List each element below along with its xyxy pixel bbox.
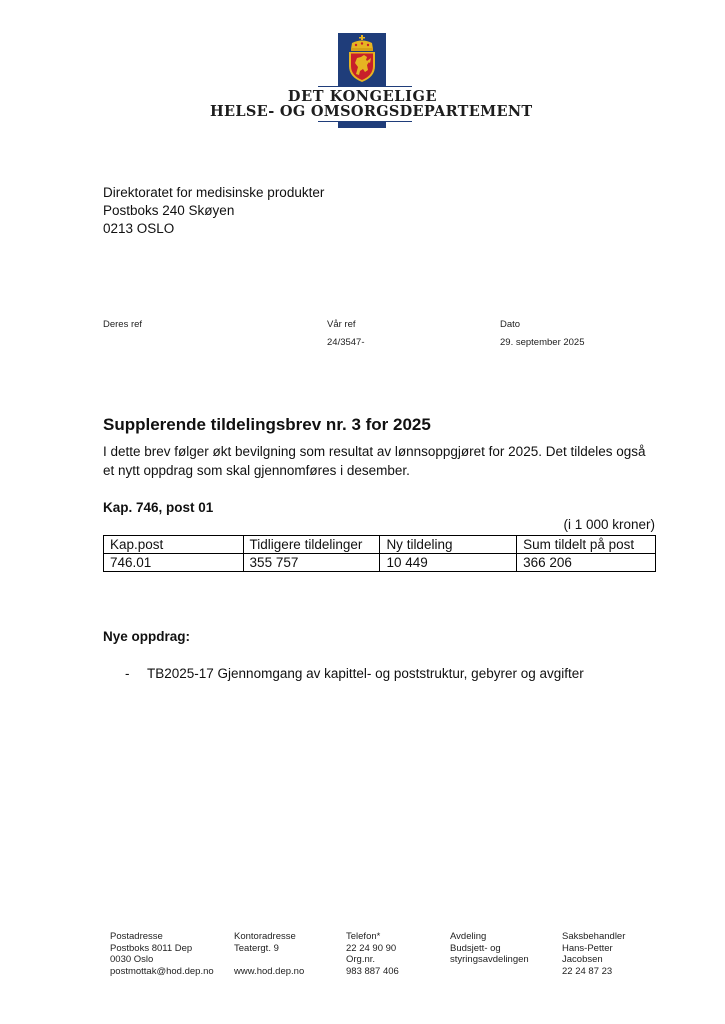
intro-line-1: I dette brev følger økt bevilgning som resultat av lønnsoppgjøret for 2025. Det tildeles også (103, 444, 646, 459)
letter-title: Supplerende tildelingsbrev nr. 3 for 2025 (103, 415, 431, 434)
deres-ref-label: Deres ref (103, 319, 143, 330)
table-header-cell: Tidligere tildelinger (243, 536, 380, 554)
footer-email: postmottak@hod.dep.no (110, 966, 214, 978)
footer-line: Org.nr. (346, 954, 376, 966)
footer-line: 22 24 90 90 (346, 942, 397, 954)
footer-line: Jacobsen (562, 954, 603, 966)
footer-telefon (346, 931, 399, 978)
table-cell: 366 206 (517, 554, 656, 572)
footer-avdeling (450, 931, 529, 966)
dash-bullet-icon: - (125, 666, 130, 681)
table-cell: 10 449 (380, 554, 517, 572)
var-ref-value: 24/3547- (327, 337, 365, 348)
footer-website: www.hod.dep.no (234, 966, 305, 978)
section-heading: Kap. 746, post 01 (103, 500, 214, 515)
footer-label: Telefon* (346, 931, 381, 942)
table-cell: 746.01 (104, 554, 244, 572)
footer-line: styringsavdelingen (450, 954, 529, 966)
table-header-cell: Kap.post (104, 536, 244, 554)
letterhead-rule-top (318, 86, 412, 87)
recipient-street: Postboks 240 Skøyen (103, 203, 235, 218)
footer-line (234, 954, 304, 966)
allocation-table (103, 535, 656, 572)
task-list-item (125, 666, 584, 681)
logo-background-bottom (338, 121, 386, 128)
letterhead-line-2: HELSE- OG OMSORGSDEPARTEMENT (210, 103, 533, 120)
intro-paragraph (103, 443, 658, 480)
footer-label: Avdeling (450, 931, 487, 942)
footer-line: 983 887 406 (346, 966, 399, 978)
task-text: TB2025-17 Gjennomgang av kapittel- og poststruktur, gebyrer og avgifter (147, 666, 584, 681)
footer-line: 22 24 87 23 (562, 966, 613, 978)
footer-label: Postadresse (110, 931, 163, 942)
recipient-address (103, 184, 324, 238)
footer-line: Hans-Petter (562, 942, 613, 954)
var-ref-label: Vår ref (327, 319, 356, 330)
table-cell: 355 757 (243, 554, 380, 572)
tasks-heading: Nye oppdrag: (103, 629, 191, 644)
footer-kontoradresse (234, 931, 304, 978)
footer-line: Budsjett- og (450, 942, 501, 954)
table-header-cell: Sum tildelt på post (517, 536, 656, 554)
table-header-row (104, 536, 656, 554)
table-row (104, 554, 656, 572)
intro-line-2: et nytt oppdrag som skal gjennomføres i desember. (103, 462, 410, 478)
recipient-name: Direktoratet for medisinske produkter (103, 185, 325, 200)
unit-note: (i 1 000 kroner) (563, 517, 655, 532)
footer-line: 0030 Oslo (110, 954, 154, 966)
footer-postadresse (110, 931, 214, 978)
footer-saksbehandler (562, 931, 625, 978)
coat-of-arms-icon (344, 34, 380, 84)
footer-line: Teatergt. 9 (234, 942, 279, 954)
footer-line: Postboks 8011 Dep (110, 942, 193, 954)
letterhead-line-1: DET KONGELIGE (287, 88, 438, 105)
footer-label: Kontoradresse (234, 931, 296, 942)
date-label: Dato (500, 319, 521, 330)
footer-label: Saksbehandler (562, 931, 626, 942)
recipient-postal: 0213 OSLO (103, 221, 175, 236)
date-value: 29. september 2025 (500, 337, 585, 348)
table-header-cell: Ny tildeling (380, 536, 517, 554)
